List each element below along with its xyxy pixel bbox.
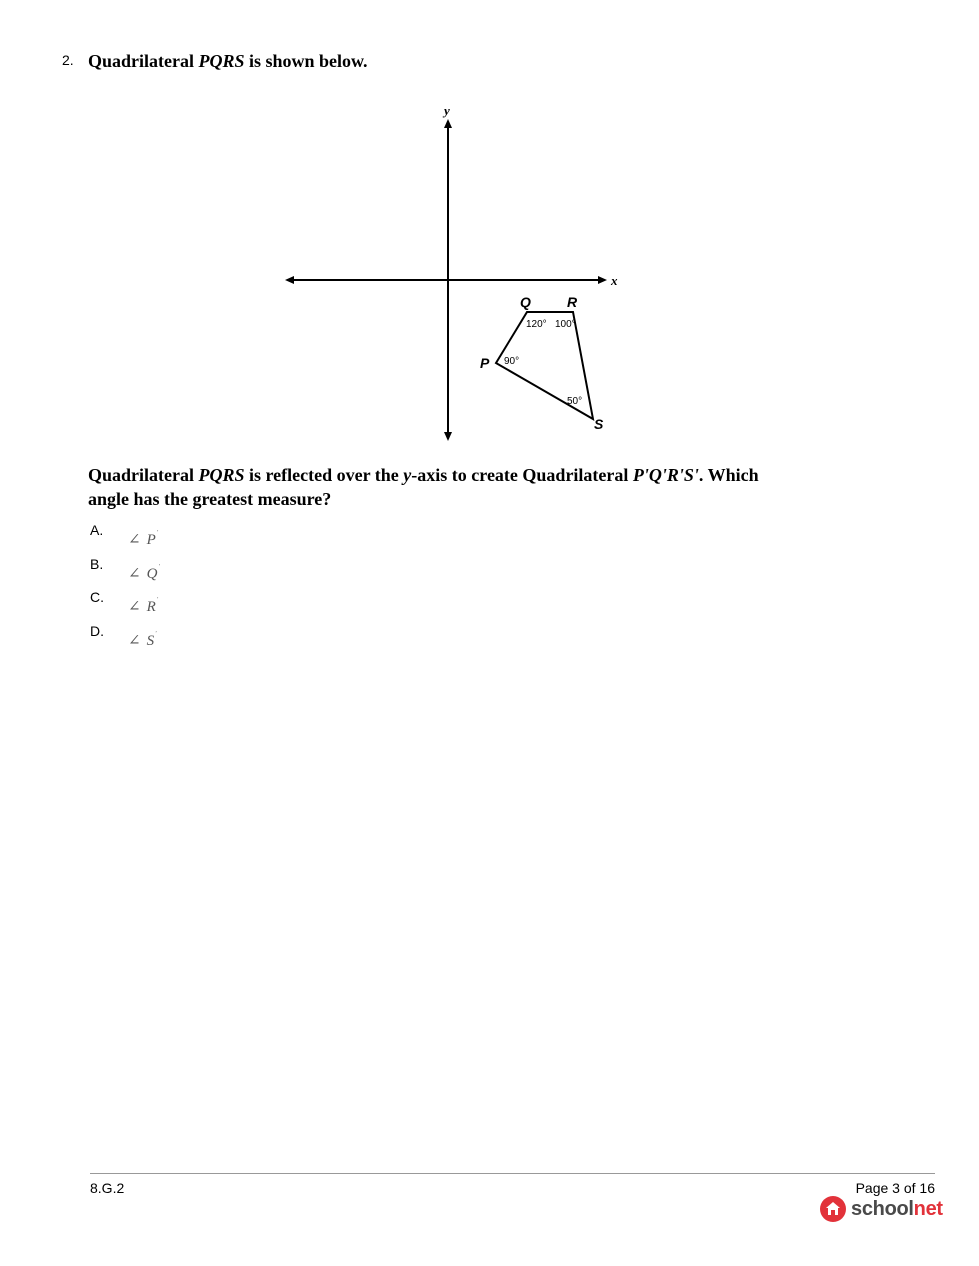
choice-answer-a[interactable] [128, 530, 158, 549]
prompt-part: angle has the greatest measure? [88, 489, 332, 509]
choice-vertex: S [146, 633, 155, 649]
prompt-part: -axis to create Quadrilateral [411, 465, 633, 485]
logo-text-net: net [913, 1197, 943, 1220]
prompt-part: is reflected over the [244, 465, 404, 485]
angle-symbol-icon: ∠ [128, 532, 141, 548]
prompt-shape-name: PQRS [198, 465, 245, 485]
choice-letter-a[interactable]: A. [90, 522, 104, 538]
angle-label-p: 90° [504, 356, 520, 367]
y-axis-top-arrow [444, 119, 452, 128]
choice-vertex: Q [146, 566, 158, 582]
title-shape-name: PQRS [198, 51, 245, 71]
choice-answer-c[interactable] [128, 597, 158, 616]
choice-letter-b[interactable]: B. [90, 556, 104, 572]
prompt-part: Quadrilateral [88, 465, 199, 485]
prime-mark: ' [156, 597, 159, 603]
choice-letter-d[interactable]: D. [90, 623, 104, 639]
prompt-part: . Which [698, 465, 759, 485]
question-title [88, 51, 368, 72]
footer-divider [90, 1173, 935, 1174]
standard-code: 8.G.2 [90, 1180, 125, 1196]
angle-symbol-icon: ∠ [128, 633, 141, 649]
vertex-label-q: Q [520, 294, 531, 310]
angle-symbol-icon: ∠ [128, 566, 141, 582]
title-prefix: Quadrilateral [88, 51, 199, 71]
prime-mark: ' [158, 564, 160, 570]
question-number: 2. [62, 52, 74, 68]
coordinate-figure [280, 100, 630, 445]
choice-answer-d[interactable] [128, 631, 156, 650]
angle-symbol-icon: ∠ [128, 599, 141, 615]
x-axis-left-arrow [285, 276, 294, 284]
page-indicator: Page 3 of 16 [855, 1180, 935, 1196]
choice-vertex: R [146, 599, 156, 615]
x-axis-label: x [611, 273, 618, 288]
vertex-label-p: P [480, 355, 490, 371]
angle-label-s: 50° [567, 396, 583, 407]
logo-text-school: school [851, 1197, 914, 1220]
angle-label-r: 100° [555, 319, 576, 330]
prime-mark: ' [155, 631, 157, 637]
x-axis-right-arrow [598, 276, 607, 284]
vertex-label-s: S [594, 416, 604, 432]
house-icon [820, 1196, 846, 1222]
prompt-axis-name: y [403, 465, 412, 485]
y-axis-label: y [444, 103, 450, 118]
prime-mark: ' [156, 530, 159, 536]
vertex-label-r: R [567, 294, 578, 310]
prompt-image-name: P'Q'R'S' [632, 465, 699, 485]
choice-answer-b[interactable] [128, 564, 160, 583]
angle-label-q: 120° [526, 319, 547, 330]
y-axis-bottom-arrow [444, 432, 452, 441]
schoolnet-logo [820, 1195, 943, 1223]
choice-vertex: P [146, 532, 156, 548]
choice-letter-c[interactable]: C. [90, 589, 104, 605]
question-prompt [88, 463, 828, 511]
title-suffix: is shown below. [244, 51, 368, 71]
